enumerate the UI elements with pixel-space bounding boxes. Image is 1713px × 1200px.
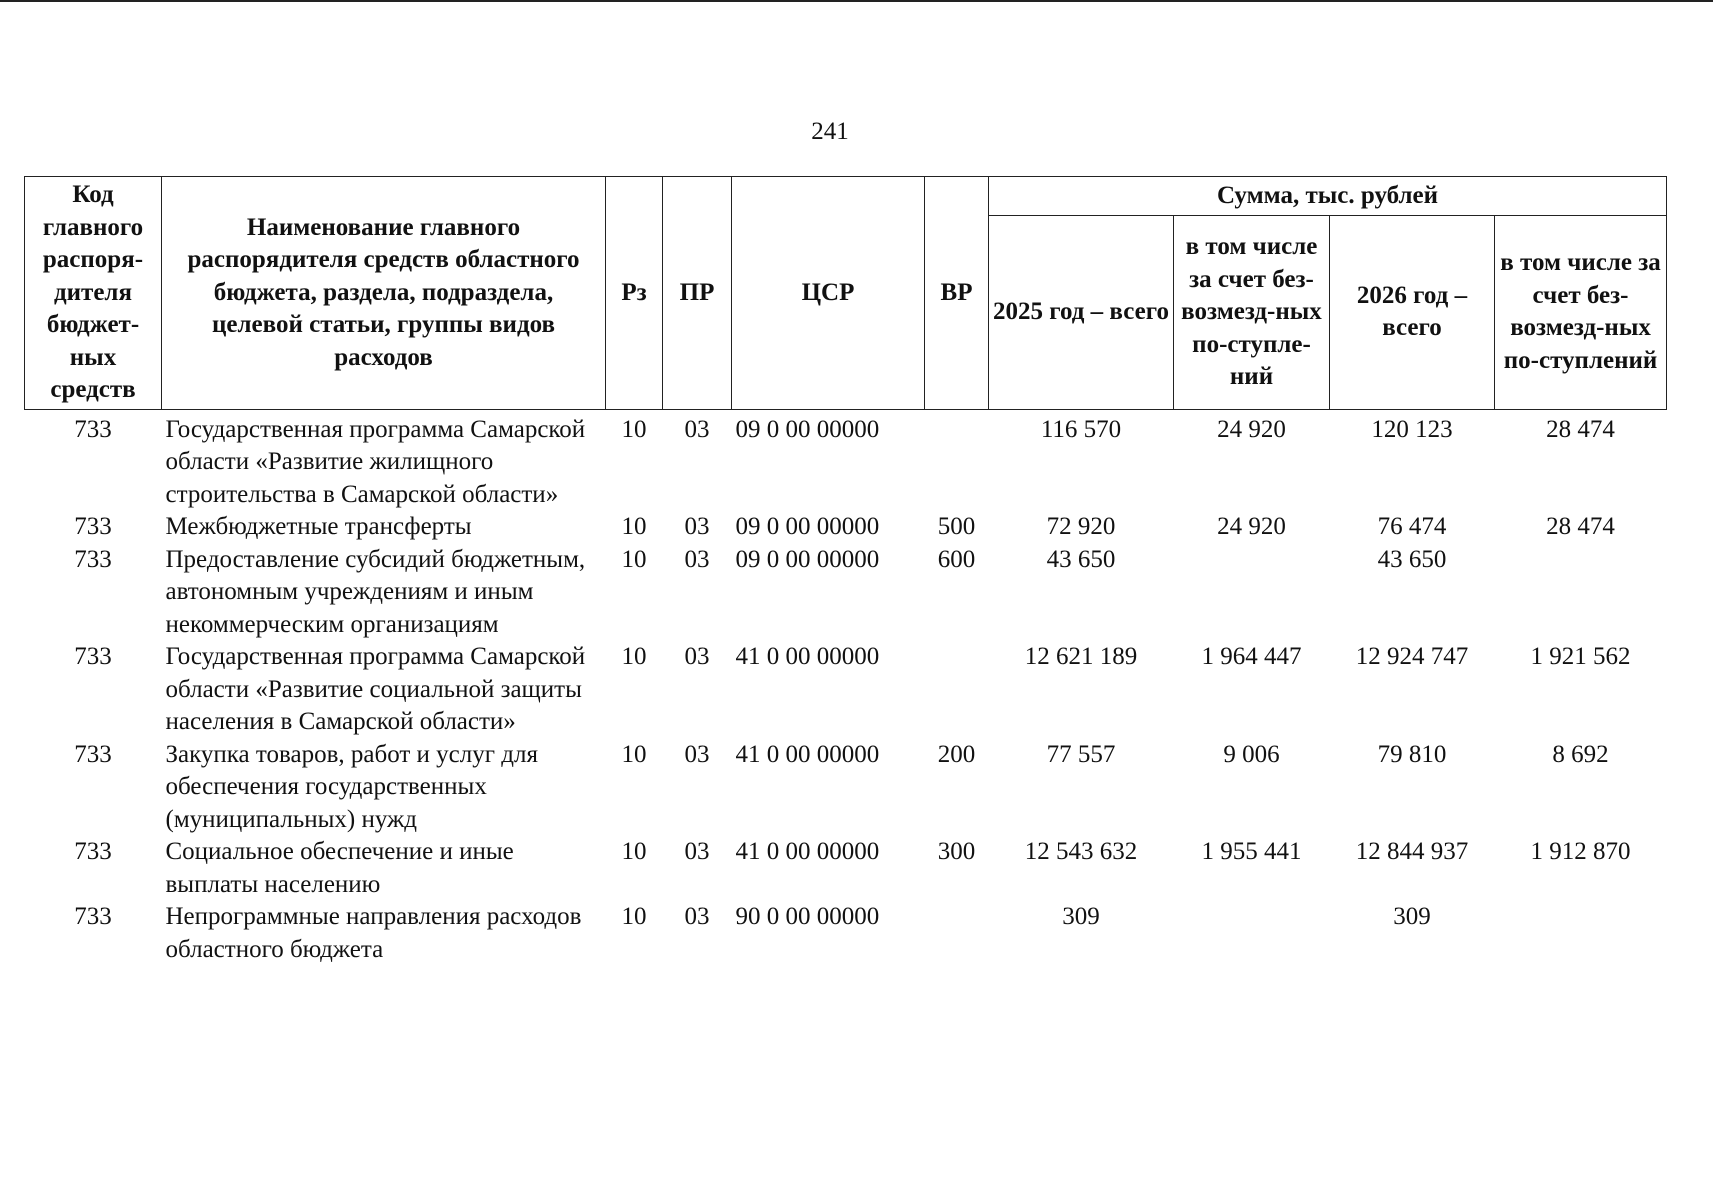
cell-2026-total: 12 924 747 (1355, 643, 1469, 670)
cell-pr: 03 (684, 415, 710, 443)
cell-2025-total: 77 557 (1046, 740, 1116, 768)
cell-vr (925, 409, 989, 511)
cell-code: 733 (74, 838, 112, 865)
cell-rz: 10 (621, 415, 647, 443)
header-pr: ПР (663, 177, 732, 410)
table-row (25, 511, 1667, 544)
cell-rz: 10 (621, 643, 647, 670)
cell-2026-total: 309 (1393, 903, 1431, 930)
cell-2025-total: 116 570 (1040, 415, 1122, 443)
cell-pr: 03 (684, 513, 710, 540)
cell-code: 733 (74, 740, 112, 768)
header-code: Код главного распоря-дителя бюджет-ных средств (25, 177, 162, 410)
cell-csr: 41 0 00 00000 (735, 838, 880, 865)
cell-2026-grants: 1 921 562 (1530, 643, 1631, 670)
header-vr: ВР (925, 177, 989, 410)
table-row (25, 901, 1667, 966)
cell-name: Предоставление субсидий бюджетным, автономным учреждениям и иным некоммерческим организациям (165, 545, 586, 638)
cell-2026-grants: 1 912 870 (1530, 838, 1631, 865)
header-rz: Рз (606, 177, 663, 410)
cell-csr: 09 0 00 00000 (735, 513, 880, 540)
cell-2026-grants (1495, 901, 1667, 966)
header-2025-total: 2025 год – всего (989, 216, 1174, 410)
cell-2026-total: 79 810 (1377, 740, 1447, 768)
cell-vr (925, 641, 989, 739)
cell-name: Непрограммные направления расходов областного бюджета (165, 903, 582, 963)
cell-csr: 09 0 00 00000 (735, 415, 880, 443)
cell-csr: 09 0 00 00000 (735, 545, 880, 573)
cell-pr: 03 (684, 903, 710, 930)
cell-code: 733 (74, 545, 112, 573)
cell-2026-total: 12 844 937 (1355, 838, 1469, 865)
cell-csr: 41 0 00 00000 (735, 643, 880, 670)
budget-table (24, 176, 1667, 966)
cell-2026-grants (1495, 544, 1667, 642)
cell-csr: 41 0 00 00000 (735, 740, 880, 768)
cell-name: Социальное обеспечение и иные выплаты населению (165, 838, 514, 898)
header-sum: Сумма, тыс. рублей (989, 177, 1667, 216)
table-row (25, 409, 1667, 511)
cell-2026-total: 43 650 (1377, 545, 1447, 573)
cell-2025-total: 12 543 632 (1024, 838, 1138, 865)
cell-2026-total: 120 123 (1371, 415, 1453, 443)
cell-2025-total: 43 650 (1046, 545, 1116, 573)
cell-vr: 500 (937, 513, 976, 540)
cell-2025-grants (1174, 544, 1330, 642)
header-2026-grants: в том числе за счет без-возмезд-ных по-ступлений (1495, 216, 1667, 410)
cell-2025-grants: 9 006 (1223, 740, 1280, 768)
cell-vr: 300 (937, 838, 976, 865)
page-top-border (0, 0, 1713, 2)
cell-pr: 03 (684, 740, 710, 768)
header-2025-grants: в том числе за счет без-возмезд-ных по-ступле-ний (1174, 216, 1330, 410)
cell-name: Государственная программа Самарской области «Развитие жилищного строительства в Самарской области» (165, 415, 586, 508)
cell-2025-total: 12 621 189 (1024, 643, 1138, 670)
cell-vr: 200 (937, 740, 976, 768)
cell-2025-grants: 1 955 441 (1201, 838, 1302, 865)
cell-2025-grants: 24 920 (1217, 513, 1286, 540)
cell-2026-total: 76 474 (1377, 513, 1447, 540)
cell-csr: 90 0 00 00000 (735, 903, 880, 930)
cell-2025-total: 72 920 (1046, 513, 1116, 540)
cell-2025-grants: 1 964 447 (1201, 643, 1302, 670)
header-2026-total: 2026 год – всего (1330, 216, 1495, 410)
cell-code: 733 (74, 903, 112, 930)
table-row (25, 641, 1667, 739)
cell-pr: 03 (684, 545, 710, 573)
cell-code: 733 (74, 415, 112, 443)
cell-rz: 10 (621, 513, 647, 540)
cell-pr: 03 (684, 643, 710, 670)
cell-pr: 03 (684, 838, 710, 865)
cell-2026-grants: 28 474 (1546, 415, 1615, 443)
header-name: Наименование главного распорядителя средств областного бюджета, раздела, подраздела, целевой статьи, группы видов расходов (162, 177, 606, 410)
cell-name: Закупка товаров, работ и услуг для обеспечения государственных (муниципальных) нужд (165, 740, 538, 833)
page-number: 241 (811, 118, 849, 145)
cell-code: 733 (74, 513, 112, 540)
table-row (25, 836, 1667, 901)
cell-2025-grants (1174, 901, 1330, 966)
header-csr: ЦСР (732, 177, 925, 410)
table-row (25, 544, 1667, 642)
cell-rz: 10 (621, 545, 647, 573)
cell-code: 733 (74, 643, 112, 670)
cell-2026-grants: 28 474 (1546, 513, 1615, 540)
cell-vr (925, 901, 989, 966)
cell-rz: 10 (621, 903, 647, 930)
cell-vr: 600 (937, 545, 976, 573)
table-row (25, 739, 1667, 837)
cell-2025-total: 309 (1062, 903, 1100, 930)
cell-2025-grants: 24 920 (1217, 415, 1286, 443)
cell-rz: 10 (621, 838, 647, 865)
header-row-1 (25, 177, 1667, 216)
cell-2026-grants: 8 692 (1552, 740, 1609, 768)
cell-rz: 10 (621, 740, 647, 768)
cell-name: Межбюджетные трансферты (165, 513, 472, 540)
cell-name: Государственная программа Самарской области «Развитие социальной защиты населения в Самарской области» (165, 643, 586, 735)
